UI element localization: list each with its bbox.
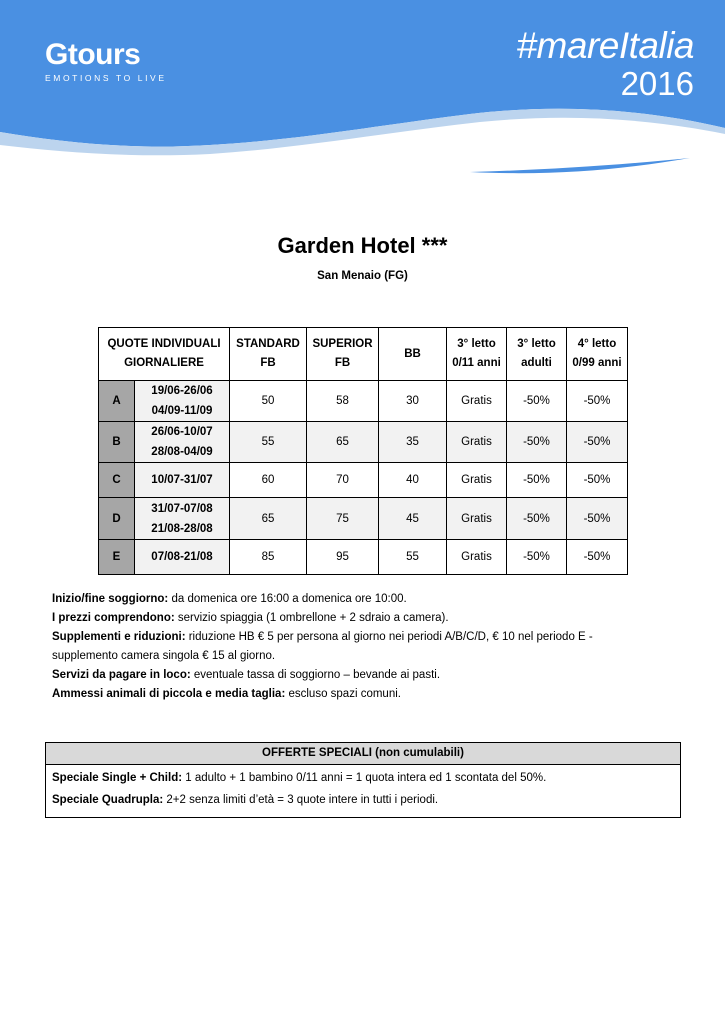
brand-logo <box>45 38 167 83</box>
header-third-bed-adult: 3° letto adulti <box>507 328 567 381</box>
header-quote: QUOTE INDIVIDUALI GIORNALIERE <box>99 328 230 381</box>
header-fourth-bed: 4° letto 0/99 anni <box>567 328 628 381</box>
header-standard: STANDARD FB <box>230 328 307 381</box>
table-row <box>99 422 628 463</box>
price-superior: 65 <box>307 422 379 463</box>
header-banner <box>0 0 725 185</box>
campaign-year: 2016 <box>620 65 694 102</box>
table-row <box>99 381 628 422</box>
brand-tagline: EMOTIONS TO LIVE <box>45 73 167 83</box>
note-supplements: Supplementi e riduzioni: riduzione HB € 5 per persona al giorno nei periodi A/B/C/D, € 10 nel periodo E - supplemento camera singola € 15 al giorno. <box>52 631 593 662</box>
campaign-title <box>516 25 694 101</box>
price-standard: 60 <box>230 463 307 498</box>
period-code: D <box>99 498 135 540</box>
third-bed-adult: -50% <box>507 463 567 498</box>
offer-item: Speciale Single + Child: 1 adulto + 1 bambino 0/11 anni = 1 quota intera ed 1 scontata del 50%. <box>52 772 547 784</box>
price-superior: 75 <box>307 498 379 540</box>
period-dates: 26/06-10/07 28/08-04/09 <box>135 422 230 463</box>
third-bed-child: Gratis <box>447 422 507 463</box>
table-row <box>99 498 628 540</box>
third-bed-adult: -50% <box>507 422 567 463</box>
price-bb: 55 <box>379 540 447 575</box>
note-pets: Ammessi animali di piccola e media taglia: escluso spazi comuni. <box>52 688 401 700</box>
price-superior: 58 <box>307 381 379 422</box>
third-bed-adult: -50% <box>507 381 567 422</box>
fourth-bed: -50% <box>567 540 628 575</box>
fourth-bed: -50% <box>567 463 628 498</box>
price-bb: 35 <box>379 422 447 463</box>
price-bb: 45 <box>379 498 447 540</box>
period-code: B <box>99 422 135 463</box>
third-bed-child: Gratis <box>447 498 507 540</box>
table-row <box>99 540 628 575</box>
campaign-hashtag: #mareItalia <box>516 25 694 66</box>
third-bed-child: Gratis <box>447 381 507 422</box>
third-bed-child: Gratis <box>447 463 507 498</box>
fourth-bed: -50% <box>567 498 628 540</box>
price-table <box>98 327 628 575</box>
brand-name: Gtours <box>45 38 141 71</box>
price-standard: 50 <box>230 381 307 422</box>
note-local-services: Servizi da pagare in loco: eventuale tassa di soggiorno – bevande ai pasti. <box>52 669 441 681</box>
period-code: C <box>99 463 135 498</box>
header-superior: SUPERIOR FB <box>307 328 379 381</box>
header-bb: BB <box>379 328 447 381</box>
hotel-location: San Menaio (FG) <box>317 270 408 282</box>
third-bed-child: Gratis <box>447 540 507 575</box>
special-offers-box <box>45 742 681 818</box>
table-row <box>99 463 628 498</box>
third-bed-adult: -50% <box>507 540 567 575</box>
note-included: I prezzi comprendono: servizio spiaggia (1 ombrellone + 2 sdraio a camera). <box>52 612 449 624</box>
price-superior: 70 <box>307 463 379 498</box>
price-standard: 55 <box>230 422 307 463</box>
period-code: E <box>99 540 135 575</box>
offer-item: Speciale Quadrupla: 2+2 senza limiti d’età = 3 quote intere in tutti i periodi. <box>52 794 439 806</box>
fourth-bed: -50% <box>567 422 628 463</box>
price-bb: 30 <box>379 381 447 422</box>
price-standard: 65 <box>230 498 307 540</box>
table-header-row <box>99 328 628 381</box>
price-superior: 95 <box>307 540 379 575</box>
stay-notes <box>52 590 652 704</box>
fourth-bed: -50% <box>567 381 628 422</box>
period-dates: 31/07-07/08 21/08-28/08 <box>135 498 230 540</box>
note-checkin: Inizio/fine soggiorno: da domenica ore 16:00 a domenica ore 10:00. <box>52 593 407 605</box>
price-standard: 85 <box>230 540 307 575</box>
offers-body <box>46 765 680 817</box>
hotel-name: Garden Hotel *** <box>277 233 448 258</box>
header-third-bed-child: 3° letto 0/11 anni <box>447 328 507 381</box>
period-dates: 07/08-21/08 <box>135 540 230 575</box>
price-bb: 40 <box>379 463 447 498</box>
third-bed-adult: -50% <box>507 498 567 540</box>
offers-title: OFFERTE SPECIALI (non cumulabili) <box>46 743 680 765</box>
period-dates: 10/07-31/07 <box>135 463 230 498</box>
period-code: A <box>99 381 135 422</box>
period-dates: 19/06-26/06 04/09-11/09 <box>135 381 230 422</box>
